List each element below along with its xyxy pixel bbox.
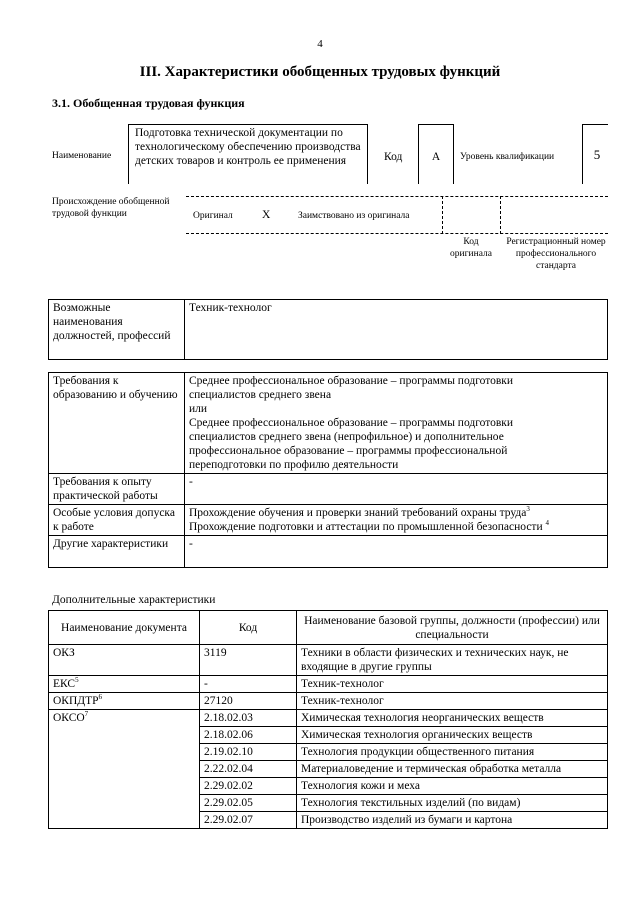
education-value xyxy=(185,373,608,474)
education-line: переподготовки по профилю деятельности xyxy=(189,459,399,471)
conditions-value xyxy=(185,505,608,536)
education-line: или xyxy=(189,403,208,415)
subsection-title: 3.1. Обобщенная трудовая функция xyxy=(52,96,245,110)
reg-number-caption: Регистрационный номер профессионального стандарта xyxy=(506,237,606,271)
other-value: - xyxy=(185,536,608,568)
education-label: Требования к образованию и обучению xyxy=(49,373,185,474)
okz-code: 3119 xyxy=(200,645,297,676)
okso-code: 2.29.02.05 xyxy=(200,795,297,812)
col-doc-header: Наименование документа xyxy=(49,611,200,645)
col-code-header: Код xyxy=(200,611,297,645)
name-value: Подготовка технической документации по технологическому обеспечению производства детских товаров и контроль ее применения xyxy=(128,124,368,184)
eks-doc: ЕКС$^5$ xyxy=(49,676,200,693)
footnote-mark: 3 xyxy=(526,505,530,514)
okso-code: 2.18.02.06 xyxy=(200,727,297,744)
okpdtr-doc: ОКПДТР$^6$ xyxy=(49,693,200,710)
education-line: специалистов среднего звена (непрофильное) и дополнительное xyxy=(189,431,504,443)
page-number: 4 xyxy=(317,38,323,50)
original-mark: Х xyxy=(262,209,271,221)
requirements-table xyxy=(48,372,608,568)
footnote-mark: 5 xyxy=(75,676,79,685)
okso-name: Технология кожи и меха xyxy=(297,778,608,795)
experience-value: - xyxy=(185,474,608,505)
okpdtr-name: Техник-технолог xyxy=(297,693,608,710)
eks-code: - xyxy=(200,676,297,693)
okso-code: 2.29.02.02 xyxy=(200,778,297,795)
okz-name: Техники в области физических и технических наук, не входящие в другие группы xyxy=(297,645,608,676)
footnote-mark: 4 xyxy=(545,519,549,528)
name-label: Наименование xyxy=(52,151,112,161)
level-label: Уровень квалификации xyxy=(460,152,555,162)
okso-code: 2.19.02.10 xyxy=(200,744,297,761)
positions-label: Возможные наименования должностей, профессий xyxy=(49,300,185,360)
okso-code: 2.18.02.03 xyxy=(200,710,297,727)
level-value: 5 xyxy=(593,147,601,162)
eks-name: Техник-технолог xyxy=(297,676,608,693)
borrowed-label: Заимствовано из оригинала xyxy=(298,211,410,221)
okso-name: Химическая технология неорганических веществ xyxy=(297,710,608,727)
section-title: III. Характеристики обобщенных трудовых функций xyxy=(139,64,501,80)
conditions-line-1: Прохождение обучения и проверки знаний требований охраны труда xyxy=(189,507,527,519)
education-line: специалистов среднего звена xyxy=(189,389,332,401)
footnote-mark: 6 xyxy=(98,693,103,702)
code-original-caption: Код оригинала xyxy=(450,237,492,259)
okpdtr-code: 27120 xyxy=(200,693,297,710)
code-label: Код xyxy=(384,151,403,163)
okz-doc: ОКЗ xyxy=(49,645,200,676)
okso-name: Химическая технология органических веществ xyxy=(297,727,608,744)
positions-value: Техник-технолог xyxy=(185,300,608,360)
okso-name: Технология продукции общественного питания xyxy=(297,744,608,761)
okso-name: Производство изделий из бумаги и картона xyxy=(297,812,608,829)
col-name-header: Наименование базовой группы, должности (профессии) или специальности xyxy=(297,611,608,645)
footnote-mark: 7 xyxy=(84,710,89,719)
positions-table xyxy=(48,299,608,360)
other-label: Другие характеристики xyxy=(49,536,185,568)
additional-table xyxy=(48,610,608,829)
conditions-label: Особые условия допуска к работе xyxy=(49,505,185,536)
okso-doc: ОКСО$^7$ xyxy=(49,710,200,829)
education-line: профессиональное образование – программы профессиональной xyxy=(189,445,508,457)
origin-label: Происхождение обобщенной трудовой функции xyxy=(52,197,170,219)
additional-title: Дополнительные характеристики xyxy=(52,594,216,606)
education-line: Среднее профессиональное образование – программы подготовки xyxy=(189,375,514,387)
conditions-line-2: Прохождение подготовки и аттестации по промышленной безопасности xyxy=(189,521,543,533)
experience-label: Требования к опыту практической работы xyxy=(49,474,185,505)
education-line: Среднее профессиональное образование – программы подготовки xyxy=(189,417,514,429)
code-value: А xyxy=(431,151,441,163)
okso-name: Материаловедение и термическая обработка металла xyxy=(297,761,608,778)
okso-name: Технология текстильных изделий (по видам) xyxy=(297,795,608,812)
okso-code: 2.29.02.07 xyxy=(200,812,297,829)
original-label: Оригинал xyxy=(193,211,233,221)
okso-code: 2.22.02.04 xyxy=(200,761,297,778)
